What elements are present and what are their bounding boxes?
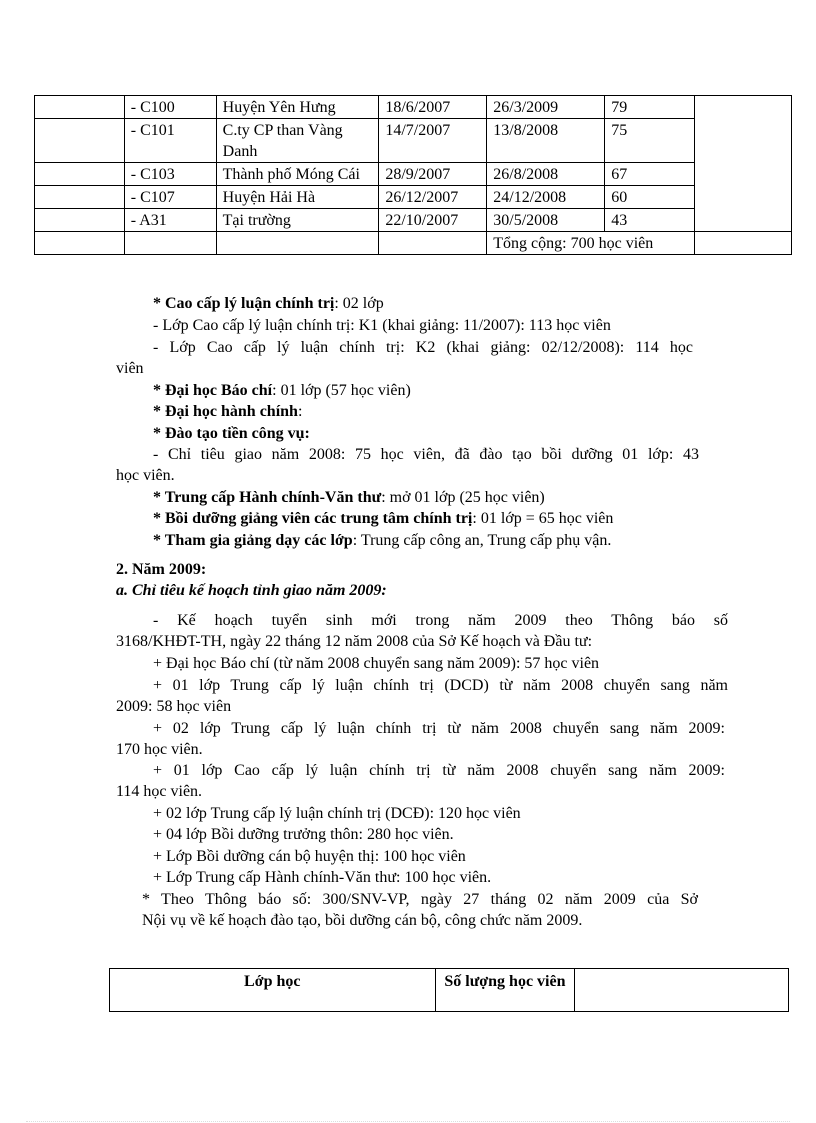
col-class-header: Lớp học [110, 969, 436, 1012]
dhhc-heading: * Đại học hành chính: [153, 403, 303, 420]
table-row: - C103 Thành phố Móng Cái 28/9/2007 26/8/2008 67 [35, 163, 792, 186]
dtcv-heading: * Đào tạo tiền công vụ: [153, 425, 310, 442]
plan-item: + Lớp Bồi dưỡng cán bộ huyện thị: 100 học viên [153, 848, 466, 865]
tggd-heading: * Tham gia giảng dạy các lớp: Trung cấp công an, Trung cấp phụ vận. [153, 532, 612, 549]
k2-line: - Lớp Cao cấp lý luận chính trị: K2 (khai giảng: 02/12/2008): 114 học [153, 339, 693, 356]
chitieu-line: - Chỉ tiêu giao năm 2008: 75 học viên, đã đào tạo bồi dưỡng 01 lớp: 43 [153, 446, 699, 463]
cao-cap-heading: * Cao cấp lý luận chính trị: 02 lớp [153, 295, 384, 312]
bdgv-heading: * Bồi dưỡng giảng viên các trung tâm chính trị: 01 lớp = 65 học viên [153, 510, 614, 527]
plan-item: + Lớp Trung cấp Hành chính-Văn thư: 100 học viên. [153, 869, 492, 886]
plan-item: + Đại học Báo chí (từ năm 2008 chuyển sang năm 2009): 57 học viên [153, 655, 600, 672]
page-bottom-rule [26, 1121, 790, 1122]
plan-item: + 01 lớp Trung cấp lý luận chính trị (DCD) từ năm 2008 chuyển sang năm [153, 677, 728, 694]
classes-table [34, 95, 792, 255]
plan-item: + 02 lớp Trung cấp lý luận chính trị từ năm 2008 chuyển sang năm 2009: [153, 720, 725, 737]
plan-item: + 01 lớp Cao cấp lý luận chính trị từ năm 2008 chuyển sang năm 2009: [153, 762, 725, 779]
table-row: - A31 Tại trường 22/10/2007 30/5/2008 43 [35, 209, 792, 232]
plan-item: + 04 lớp Bồi dưỡng trưởng thôn: 280 học viên. [153, 826, 454, 843]
tchc-heading: * Trung cấp Hành chính-Văn thư: mở 01 lớp (25 học viên) [153, 489, 545, 506]
kh-line-cont: 3168/KHĐT-TH, ngày 22 tháng 12 năm 2008 của Sở Kế hoạch và Đầu tư: [116, 633, 593, 650]
table-header-row [110, 969, 789, 1012]
dhbc-heading: * Đại học Báo chí: 01 lớp (57 học viên) [153, 382, 411, 399]
table-row: - C100 Huyện Yên Hưng 18/6/2007 26/3/2009 79 [35, 96, 792, 119]
kh-line: - Kế hoạch tuyển sinh mới trong năm 2009 theo Thông báo số [153, 612, 728, 629]
section-2-subheading: a. Chỉ tiêu kế hoạch tỉnh giao năm 2009: [116, 582, 387, 599]
plan-item-cont: 2009: 58 học viên [116, 698, 232, 715]
plan-item: + 02 lớp Trung cấp lý luận chính trị (DCĐ): 120 học viên [153, 805, 521, 822]
col-empty-header [575, 969, 789, 1012]
plan-item-cont: 170 học viên. [116, 741, 203, 758]
section-2-heading: 2. Năm 2009: [116, 561, 207, 578]
col-quantity-header: Số lượng học viên [435, 969, 575, 1012]
table-row: - C107 Huyện Hải Hà 26/12/2007 24/12/2008 60 [35, 186, 792, 209]
announcement-line: * Theo Thông báo số: 300/SNV-VP, ngày 27 tháng 02 năm 2009 của Sở [142, 891, 698, 908]
announcement-line-cont: Nội vụ về kế hoạch đào tạo, bồi dưỡng cán bộ, công chức năm 2009. [142, 912, 583, 929]
k2-line-cont: viên [116, 360, 144, 377]
chitieu-line-cont: học viên. [116, 467, 175, 484]
k1-line: - Lớp Cao cấp lý luận chính trị: K1 (khai giảng: 11/2007): 113 học viên [153, 317, 611, 334]
table-total-row [35, 232, 792, 255]
class-quantity-table [109, 968, 789, 1012]
plan-item-cont: 114 học viên. [116, 783, 203, 800]
total-cell: Tổng cộng: 700 học viên [487, 232, 695, 255]
table-row: - C101 C.ty CP than Vàng Danh 14/7/2007 13/8/2008 75 [35, 119, 792, 163]
